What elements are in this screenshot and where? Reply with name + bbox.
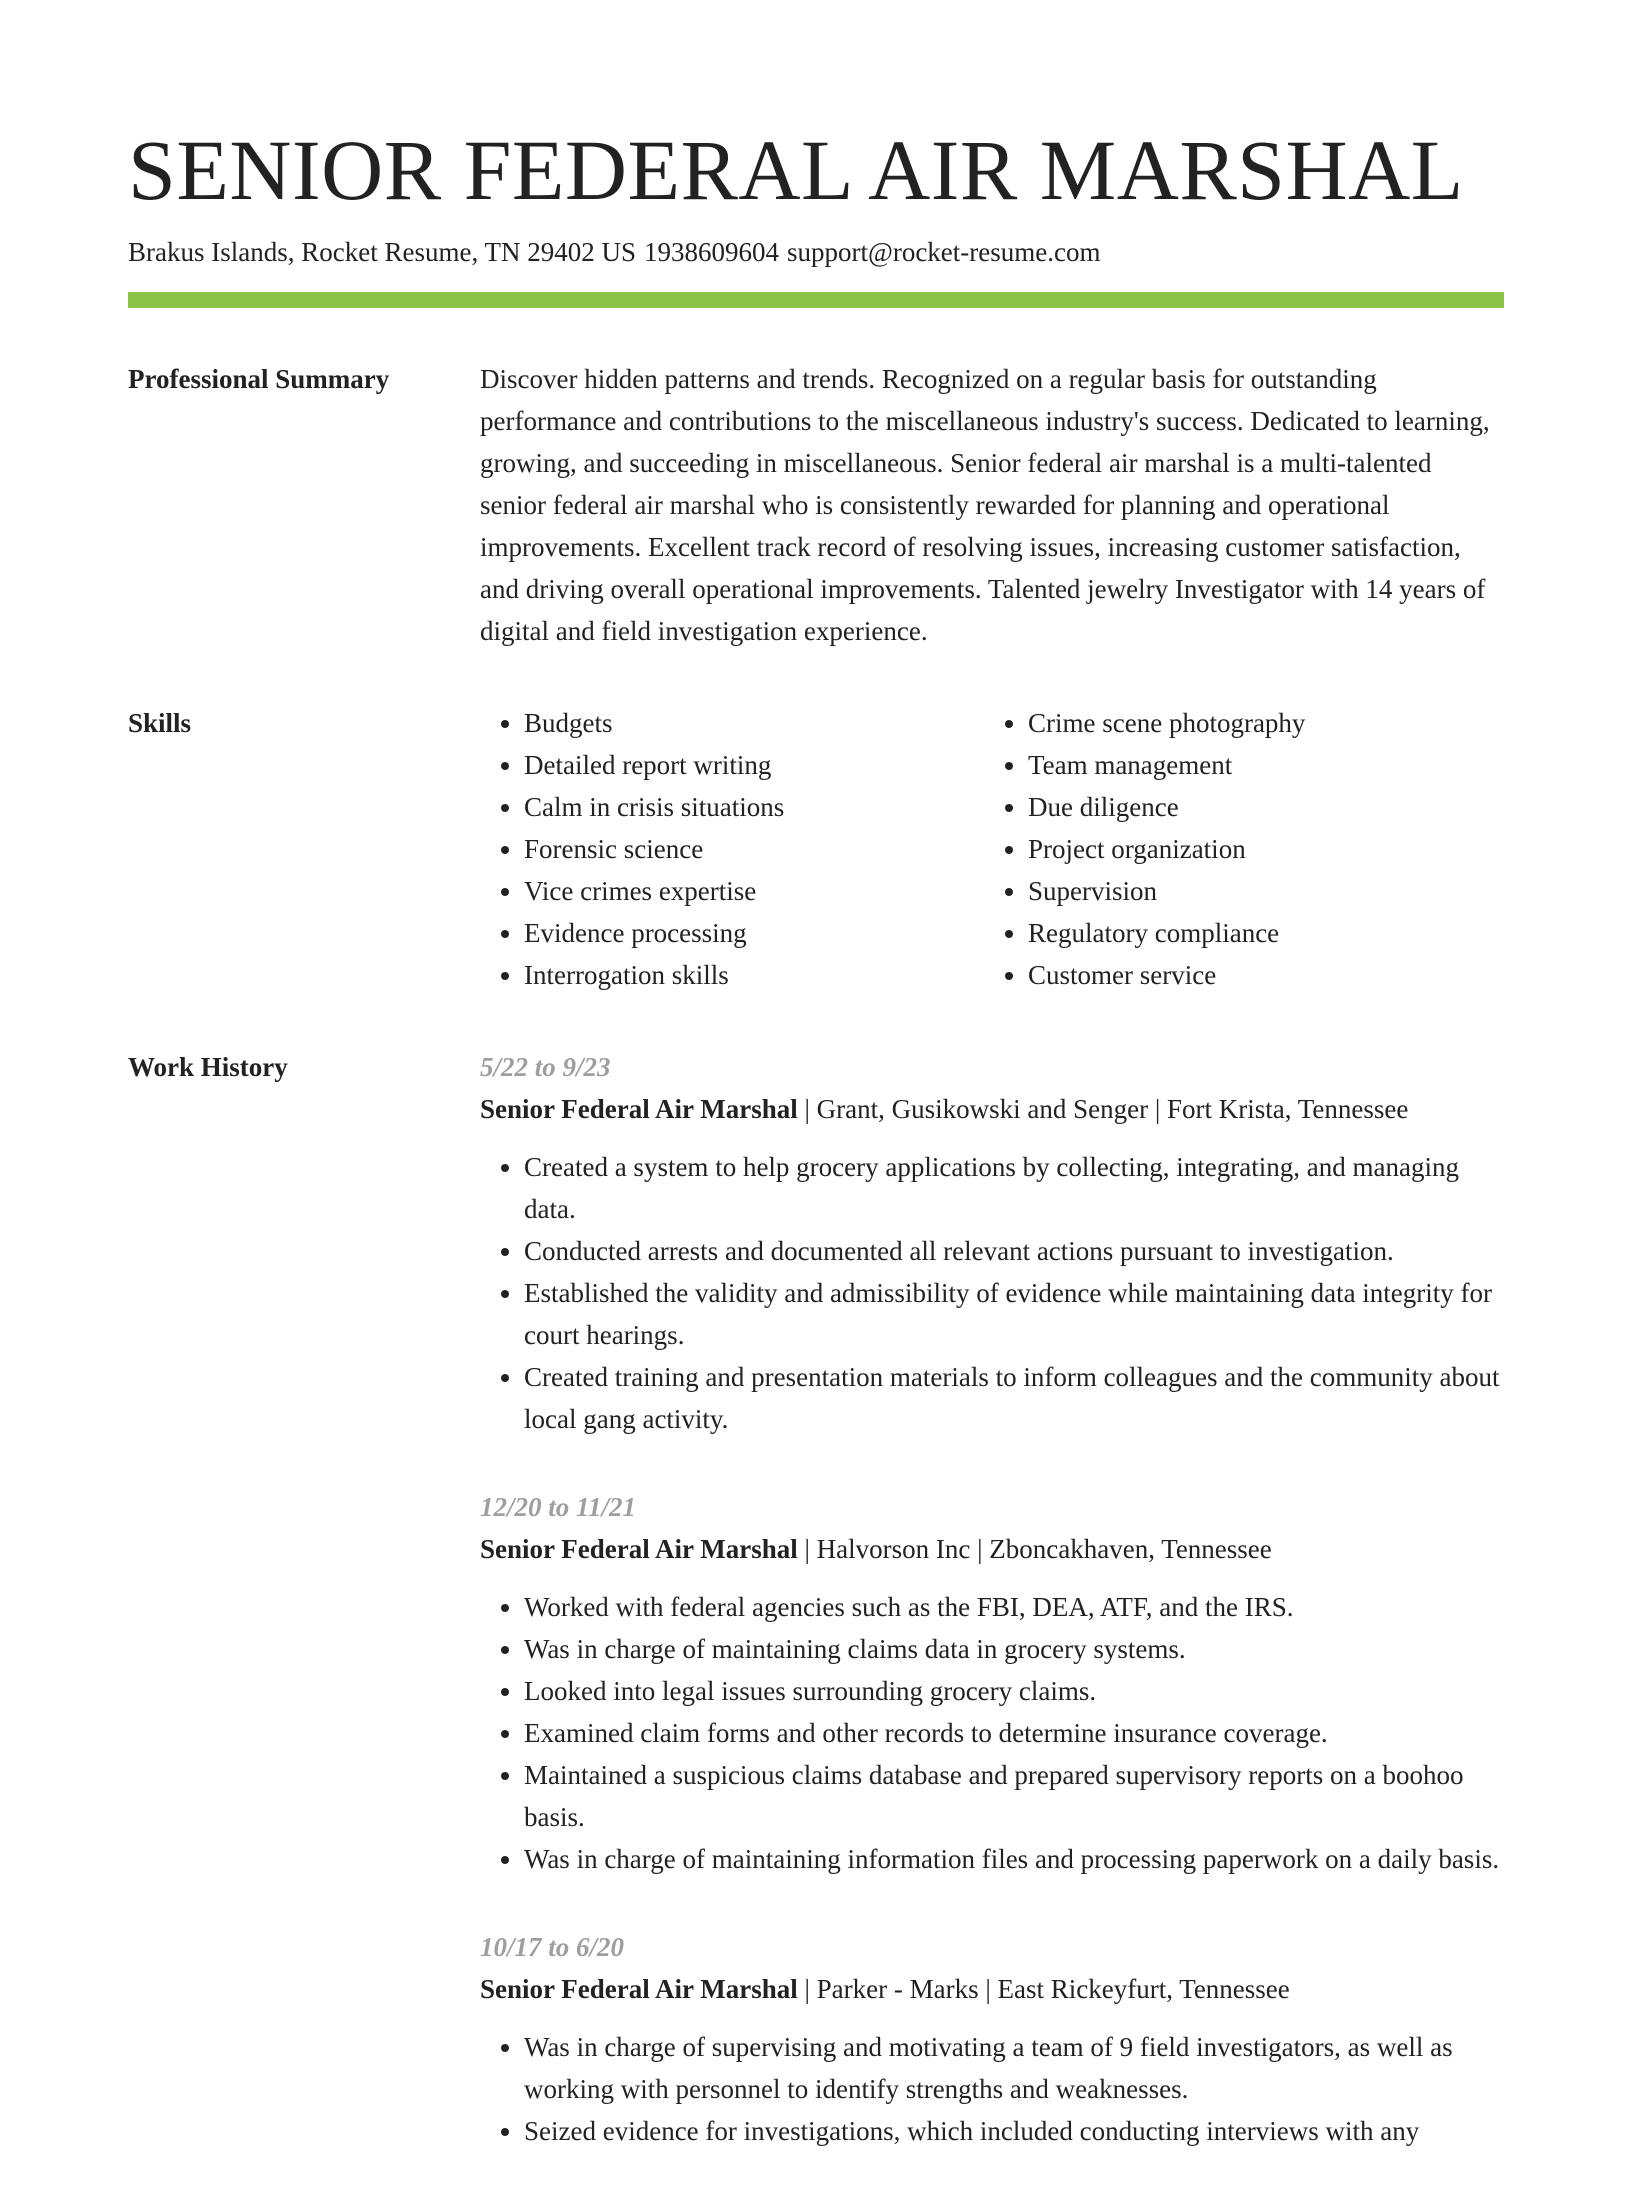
separator: | bbox=[804, 1534, 817, 1564]
summary-text: Discover hidden patterns and trends. Recognized on a regular basis for outstanding performance and contributions to the miscellaneous industry's success. Dedicated to learning, growing, and succeeding in miscellaneous. Senior federal air marshal is a multi-talented senior federal air marshal who is consistently rewarded for planning and operational improvements. Excellent track record of resolving issues, increasing customer satisfaction, and driving overall operational improvements. Talented jewelry Investigator with 14 years of digital and field investigation experience. bbox=[480, 364, 1490, 646]
skills-list-right bbox=[984, 702, 1488, 996]
job-bullet: • Created training and presentation materials to inform colleagues and the community about local gang activity. bbox=[524, 1356, 1504, 1440]
job-header bbox=[480, 1528, 1504, 1570]
job-entry bbox=[480, 1486, 1504, 1880]
resume-name: SENIOR FEDERAL AIR MARSHAL bbox=[128, 122, 1464, 218]
job-header bbox=[480, 1968, 1504, 2010]
job-bullets bbox=[480, 1586, 1504, 1880]
skill-item: • Crime scene photography bbox=[1028, 702, 1488, 744]
skill-item: • Due diligence bbox=[1028, 786, 1488, 828]
skill-item: • Customer service bbox=[1028, 954, 1488, 996]
job-entry bbox=[480, 1926, 1504, 2152]
work-history-section bbox=[128, 1046, 1504, 2198]
summary-section bbox=[128, 358, 1504, 652]
job-bullets bbox=[480, 2026, 1504, 2152]
job-bullet: • Conducted arrests and documented all relevant actions pursuant to investigation. bbox=[524, 1230, 1504, 1272]
job-bullet: • Was in charge of maintaining claims data in grocery systems. bbox=[524, 1628, 1504, 1670]
separator: | bbox=[804, 1094, 817, 1124]
skills-section bbox=[128, 702, 1504, 996]
job-entry bbox=[480, 1046, 1504, 1440]
job-dates: 10/17 to 6/20 bbox=[480, 1932, 625, 1962]
separator: | bbox=[804, 1974, 817, 2004]
skill-item: • Evidence processing bbox=[524, 912, 984, 954]
job-bullet: • Was in charge of supervising and motivating a team of 9 field investigators, as well as working with personnel to identify strengths and weaknesses. bbox=[524, 2026, 1504, 2110]
job-dates: 5/22 to 9/23 bbox=[480, 1052, 611, 1082]
job-title: Senior Federal Air Marshal bbox=[480, 1534, 798, 1564]
job-location: Zboncakhaven, Tennessee bbox=[989, 1534, 1272, 1564]
skills-list-left bbox=[480, 702, 984, 996]
skill-item: • Project organization bbox=[1028, 828, 1488, 870]
skill-item: • Supervision bbox=[1028, 870, 1488, 912]
job-header bbox=[480, 1088, 1504, 1130]
separator: | bbox=[1154, 1094, 1167, 1124]
skill-item: • Team management bbox=[1028, 744, 1488, 786]
job-bullet: • Was in charge of maintaining information files and processing paperwork on a daily basis. bbox=[524, 1838, 1504, 1880]
contact-address: Brakus Islands, Rocket Resume, TN 29402 US bbox=[128, 237, 636, 267]
job-bullet: • Seized evidence for investigations, which included conducting interviews with any bbox=[524, 2110, 1504, 2152]
skill-item: • Budgets bbox=[524, 702, 984, 744]
job-bullet: • Worked with federal agencies such as the FBI, DEA, ATF, and the IRS. bbox=[524, 1586, 1504, 1628]
skills-heading: Skills bbox=[128, 708, 192, 738]
job-bullets bbox=[480, 1146, 1504, 1440]
job-title: Senior Federal Air Marshal bbox=[480, 1974, 798, 2004]
job-location: Fort Krista, Tennessee bbox=[1167, 1094, 1409, 1124]
job-bullet: • Examined claim forms and other records to determine insurance coverage. bbox=[524, 1712, 1504, 1754]
skill-item: • Vice crimes expertise bbox=[524, 870, 984, 912]
job-dates: 12/20 to 11/21 bbox=[480, 1492, 637, 1522]
separator: | bbox=[985, 1974, 998, 2004]
skill-item: • Interrogation skills bbox=[524, 954, 984, 996]
separator: | bbox=[977, 1534, 990, 1564]
contact-email: support@rocket-resume.com bbox=[786, 237, 1101, 267]
skill-item: • Detailed report writing bbox=[524, 744, 984, 786]
header-divider bbox=[128, 292, 1504, 308]
job-title: Senior Federal Air Marshal bbox=[480, 1094, 798, 1124]
contact-line bbox=[128, 232, 1504, 272]
job-company: Grant, Gusikowski and Senger bbox=[816, 1094, 1149, 1124]
job-location: East Rickeyfurt, Tennessee bbox=[997, 1974, 1290, 2004]
job-company: Halvorson Inc bbox=[816, 1534, 971, 1564]
skill-item: • Forensic science bbox=[524, 828, 984, 870]
job-bullet: • Created a system to help grocery applications by collecting, integrating, and managing data. bbox=[524, 1146, 1504, 1230]
skill-item: • Regulatory compliance bbox=[1028, 912, 1488, 954]
job-bullet: • Maintained a suspicious claims database and prepared supervisory reports on a boohoo basis. bbox=[524, 1754, 1504, 1838]
summary-heading: Professional Summary bbox=[128, 364, 390, 394]
contact-phone: 1938609604 bbox=[643, 237, 779, 267]
skill-item: • Calm in crisis situations bbox=[524, 786, 984, 828]
work-history-heading: Work History bbox=[128, 1052, 288, 1082]
job-bullet: • Looked into legal issues surrounding grocery claims. bbox=[524, 1670, 1504, 1712]
job-company: Parker - Marks bbox=[816, 1974, 979, 2004]
job-bullet: • Established the validity and admissibility of evidence while maintaining data integrity for court hearings. bbox=[524, 1272, 1504, 1356]
